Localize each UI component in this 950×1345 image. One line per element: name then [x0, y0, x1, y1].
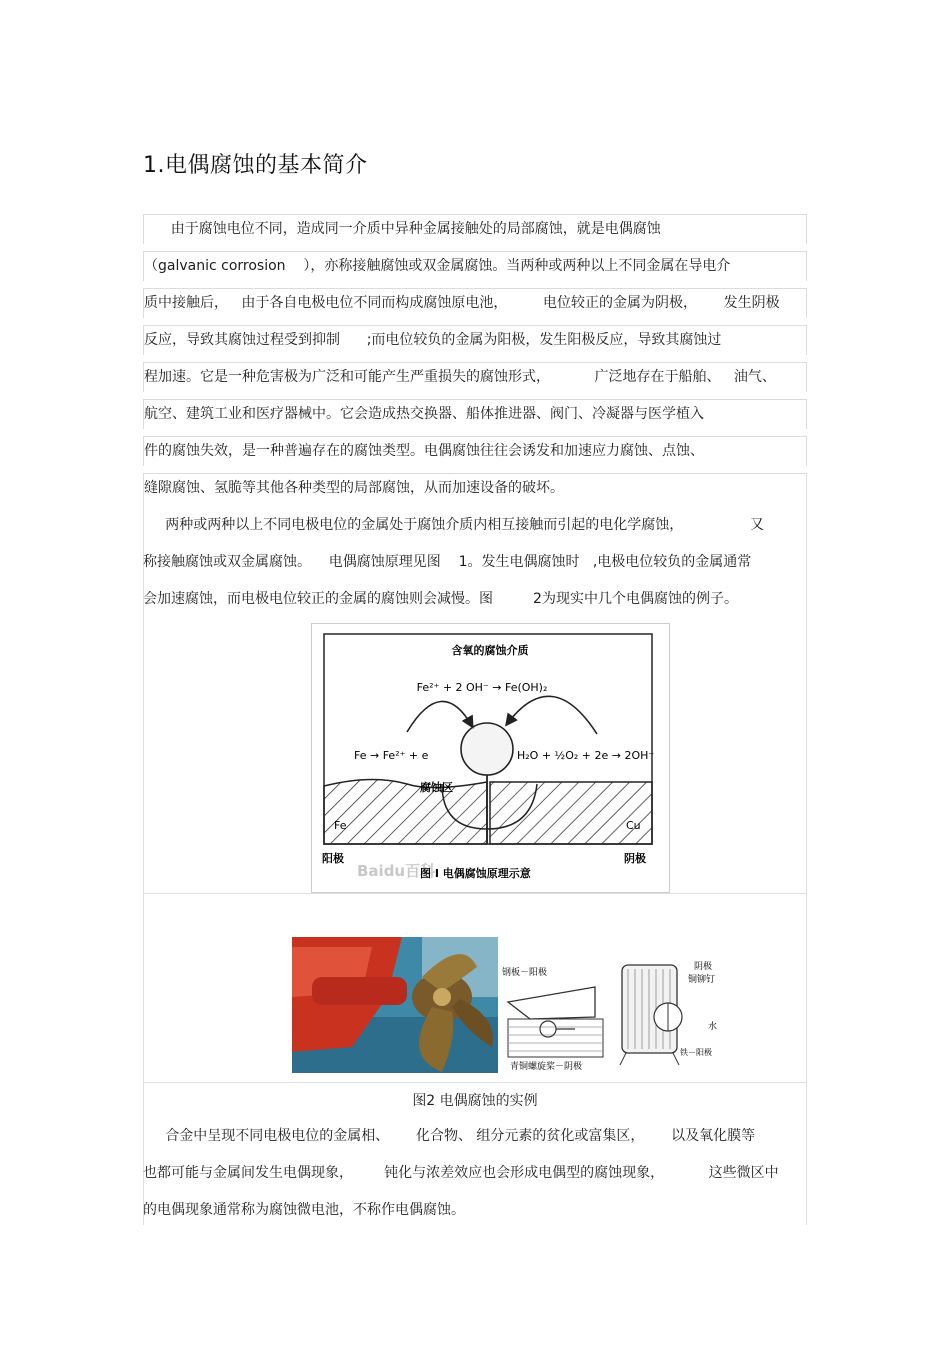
paragraph-line: 反应，导致其腐蚀过程受到抑制 ;而电位较负的金属为阳极，发生阳极反应，导致其腐蚀过 [143, 325, 807, 355]
watermark: Baidu百科 [357, 862, 436, 880]
fe-label: Fe [334, 819, 347, 832]
copper-rivet-label: 铜铆钉 [688, 975, 716, 985]
cathode-label-2: 阴极 [694, 962, 713, 972]
paragraph-line: 也都可能与金属间发生电偶现象， 钝化与浓差效应也会形成电偶型的腐蚀现象， 这些微区中 [143, 1165, 779, 1181]
paragraph-line: 缝隙腐蚀、氢脆等其他各种类型的局部腐蚀，从而加速设备的破坏。 [143, 473, 807, 503]
electron-flow-circle [461, 723, 513, 775]
iron-anode-label: 铁－阳极 [680, 1048, 712, 1057]
cu-label: Cu [626, 819, 641, 832]
paragraph-line: 的电偶现象通常称为腐蚀微电池，不称作电偶腐蚀。 [143, 1202, 465, 1218]
left-reaction: Fe → Fe²⁺ + e [354, 749, 429, 762]
cathode-label: 阴极 [624, 852, 646, 865]
anode-label: 阳极 [322, 852, 344, 865]
fe-anode-block [324, 779, 487, 844]
section-heading: 1.电偶腐蚀的基本简介 [143, 153, 368, 178]
cu-cathode-block [490, 782, 652, 844]
top-reaction: Fe²⁺ + 2 OH⁻ → Fe(OH)₂ [416, 681, 548, 694]
paragraph-line: 会加速腐蚀，而电极电位较正的金属的腐蚀则会减慢。图 2为现实中几个电偶腐蚀的例子。 [143, 591, 738, 607]
paragraph-line: （galvanic corrosion ），亦称接触腐蚀或双金属腐蚀。当两种或两种以上不同金属在导电介 [143, 251, 807, 281]
galvanic-examples-diagram [500, 947, 724, 1073]
medium-label: 含氧的腐蚀介质 [451, 644, 529, 657]
paragraph-line: 件的腐蚀失效，是一种普遍存在的腐蚀类型。电偶腐蚀往往会诱发和加速应力腐蚀、点蚀、 [143, 436, 807, 466]
paragraph-line: 程加速。它是一种危害极为广泛和可能产生严重损失的腐蚀形式， 广泛地存在于船舶、 油气、 [143, 362, 807, 392]
figure-2-caption: 图2 电偶腐蚀的实例 [412, 1093, 538, 1109]
water-label: 水 [708, 1022, 718, 1032]
figure-1-caption: 图 I 电偶腐蚀原理示意 [420, 867, 531, 880]
paragraph-line: 两种或两种以上不同电极电位的金属处于腐蚀介质内相互接触而引起的电化学腐蚀， 又 [143, 517, 765, 533]
paragraph-line: 合金中呈现不同电极电位的金属相、 化合物、 组分元素的贫化或富集区， 以及氧化膜等 [143, 1128, 756, 1144]
paragraph-line: 航空、建筑工业和医疗器械中。它会造成热交换器、船体推进器、阀门、冷凝器与医学植入 [143, 399, 807, 429]
figure-1-principle-diagram [311, 623, 670, 893]
propeller-photo [292, 937, 498, 1073]
paragraph-line: 由于腐蚀电位不同，造成同一介质中异种金属接触处的局部腐蚀，就是电偶腐蚀 [143, 214, 807, 244]
zone-label: 腐蚀区 [420, 781, 453, 794]
paragraph-line: 称接触腐蚀或双金属腐蚀。 电偶腐蚀原理见图 1。发生电偶腐蚀时 ,电极电位较负的金属通常 [143, 554, 752, 570]
steel-anode-label: 钢板－阳极 [502, 968, 548, 978]
right-reaction: H₂O + ½O₂ + 2e → 2OH⁻ [517, 749, 655, 762]
paragraph-line: 质中接触后， 由于各自电极电位不同而构成腐蚀原电池， 电位较正的金属为阴极， 发生阴极 [143, 288, 807, 318]
bronze-cathode-label: 青铜螺旋桨－阴极 [510, 1062, 583, 1072]
